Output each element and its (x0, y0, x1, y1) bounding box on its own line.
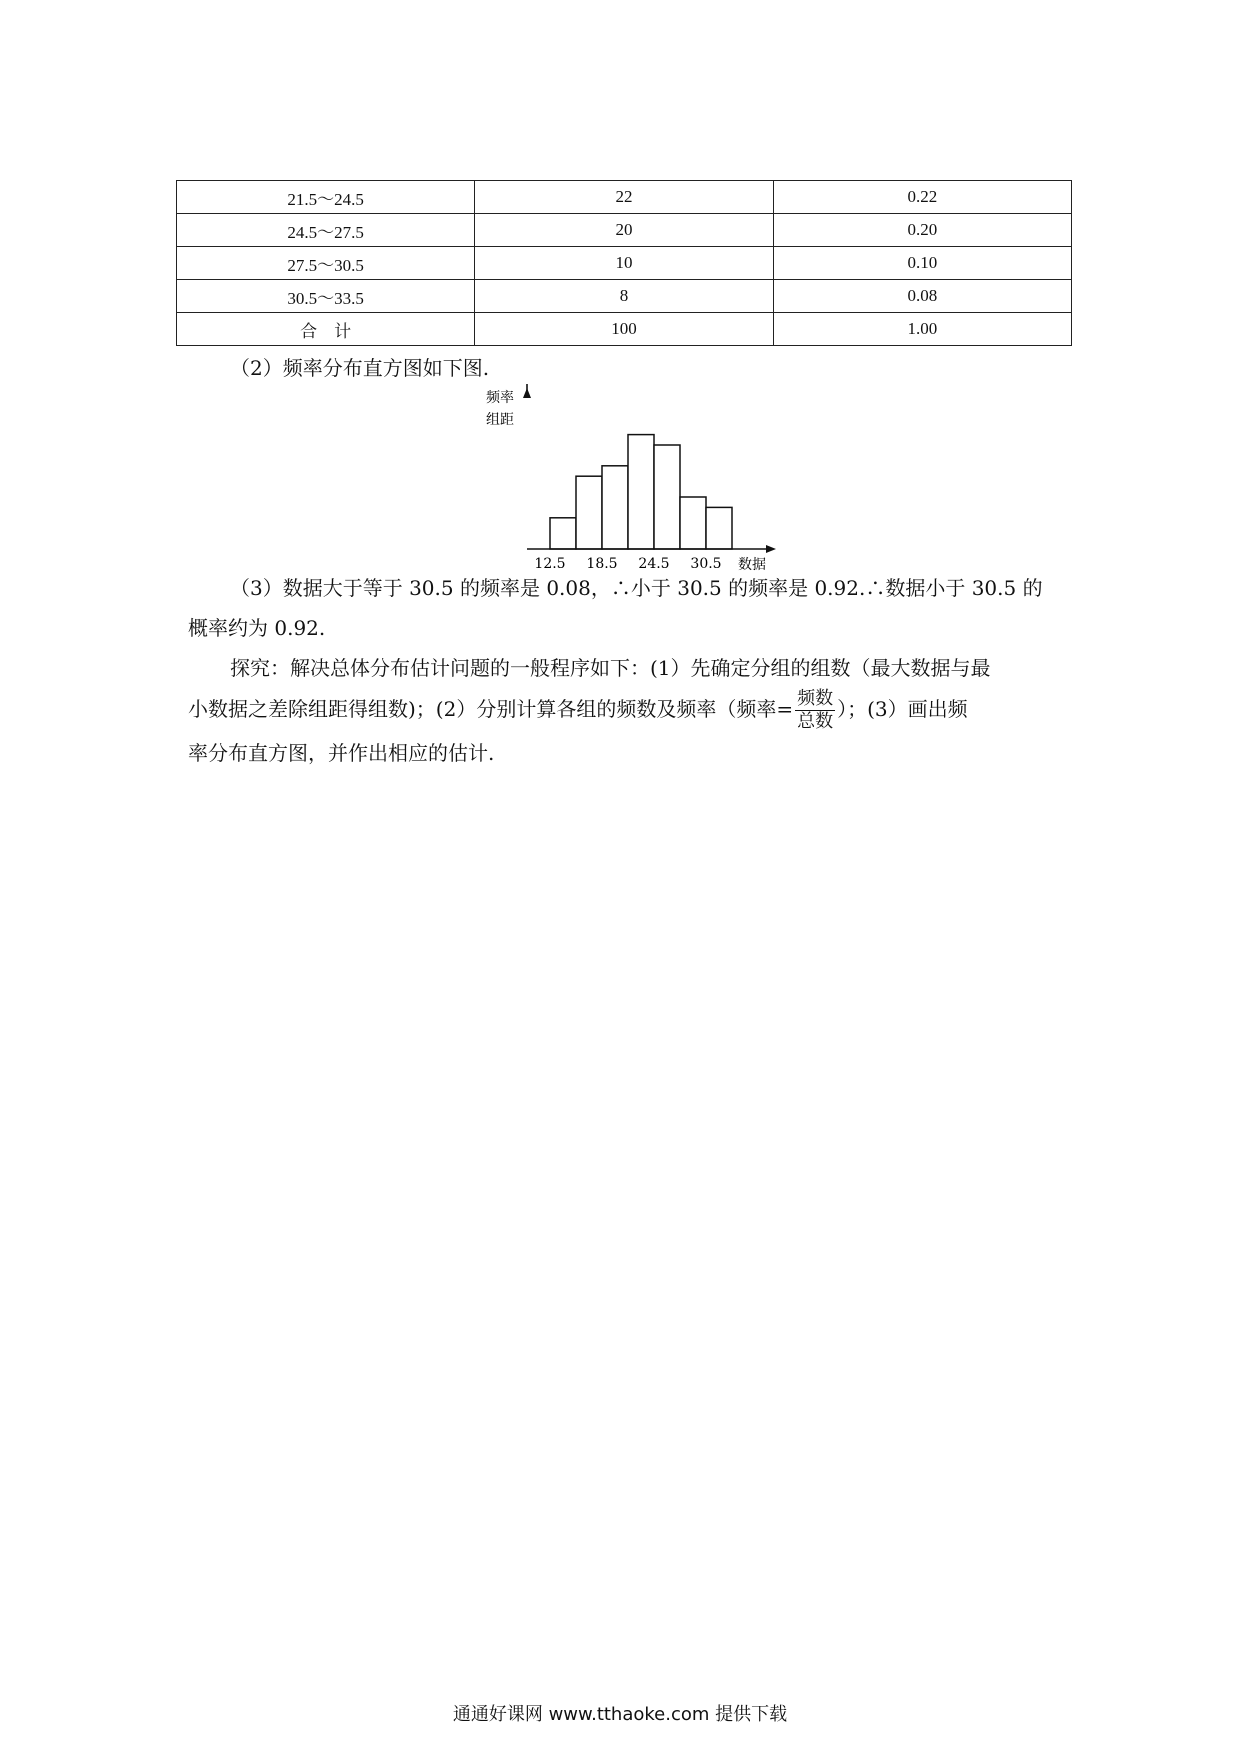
explore-line2-after: ）；(3）画出频 (837, 697, 968, 721)
explore-line2 (188, 688, 1068, 733)
table-cell: 8 (475, 280, 773, 313)
table-row (177, 181, 1072, 214)
table-cell: 10 (475, 247, 773, 280)
table-cell: 0.22 (773, 181, 1071, 214)
table-cell: 20 (475, 214, 773, 247)
table-cell: 27.5～30.5 (177, 247, 475, 280)
paragraph-histogram-intro: （2）频率分布直方图如下图. (230, 356, 490, 380)
frequency-table (176, 180, 1072, 346)
y-axis-arrow (523, 388, 531, 398)
part3-line1: （3）数据大于等于 30.5 的频率是 0.08，∴小于 30.5 的频率是 0.92.∴数据小于 30.5 的 (230, 576, 1043, 600)
fraction-numerator: 频数 (797, 688, 834, 709)
y-axis-label-line1: 频率 (486, 390, 514, 406)
table-cell: 24.5～27.5 (177, 214, 475, 247)
table-cell: 21.5～24.5 (177, 181, 475, 214)
paragraph-explore (188, 648, 1068, 773)
histogram-bar (550, 518, 576, 549)
x-tick-label: 18.5 (586, 556, 618, 572)
table-cell: 合 计 (177, 313, 475, 346)
table-cell: 22 (475, 181, 773, 214)
table-row (177, 247, 1072, 280)
x-axis-label: 数据 (738, 557, 766, 573)
histogram-bar (680, 497, 706, 549)
explore-line1: 探究：解决总体分布估计问题的一般程序如下：(1）先确定分组的组数（最大数据与最 (230, 656, 991, 680)
explore-line3: 率分布直方图，并作出相应的估计. (188, 741, 495, 765)
histogram-bar (576, 476, 602, 549)
frequency-histogram (470, 384, 790, 584)
histogram-bar (602, 466, 628, 549)
table-cell: 0.10 (773, 247, 1071, 280)
table-cell: 0.20 (773, 214, 1071, 247)
table-cell: 100 (475, 313, 773, 346)
histogram-bar (706, 507, 732, 549)
x-tick-label: 30.5 (690, 556, 722, 572)
table-cell: 1.00 (773, 313, 1071, 346)
page-footer: 通通好课网 www.tthaoke.com 提供下载 (452, 1704, 788, 1725)
y-axis-label-line2: 组距 (486, 412, 514, 428)
x-tick-label: 24.5 (638, 556, 670, 572)
table-row (177, 214, 1072, 247)
part3-line2: 概率约为 0.92. (188, 616, 326, 640)
table-row (177, 313, 1072, 346)
fraction-denominator: 总数 (797, 711, 834, 732)
frequency-formula-fraction (795, 688, 835, 733)
table-row (177, 280, 1072, 313)
x-tick-label: 12.5 (534, 556, 566, 572)
histogram-bar (654, 445, 680, 549)
explore-line2-before: 小数据之差除组距得组数)；(2）分别计算各组的频数及频率（频率= (188, 697, 794, 721)
histogram-bar (628, 435, 654, 549)
paragraph-part3 (188, 568, 1068, 648)
table-cell: 0.08 (773, 280, 1071, 313)
histogram-bars (550, 435, 732, 549)
table-cell: 30.5～33.5 (177, 280, 475, 313)
x-axis-arrow (766, 545, 776, 553)
